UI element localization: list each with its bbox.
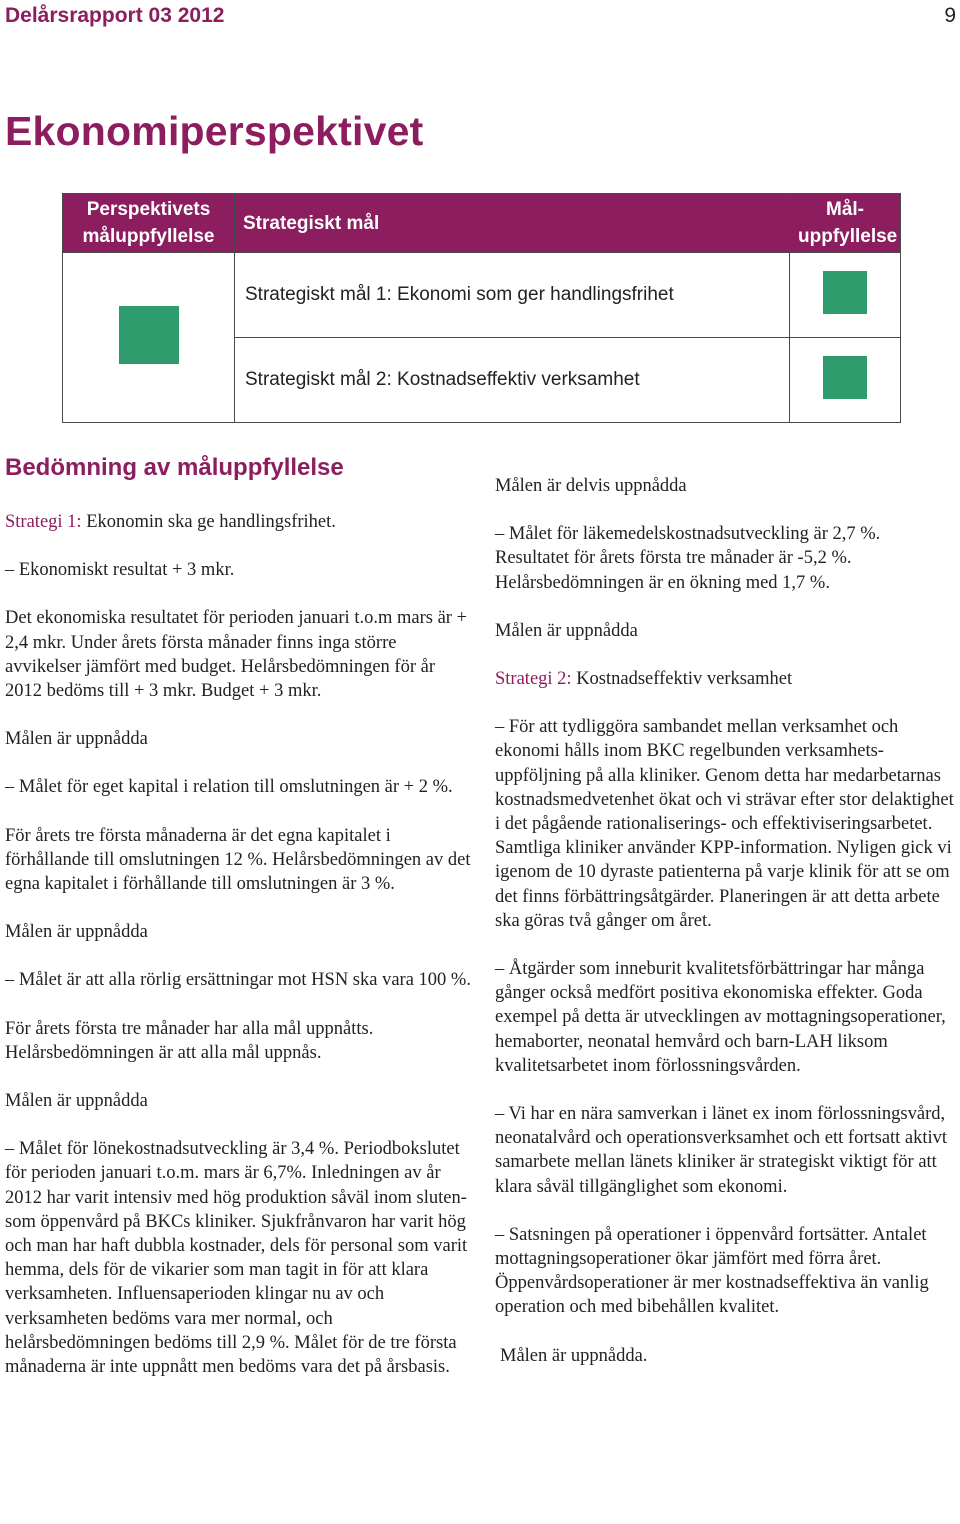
strategy-2-line xyxy=(495,667,957,691)
page-title: Ekonomiperspektivet xyxy=(5,108,424,154)
paragraph: Målen är uppnådda xyxy=(5,729,148,750)
section-heading: Bedömning av måluppfyllelse xyxy=(5,454,344,481)
paragraph: – Åtgärder som inneburit kvalitetsförbättringar har många gånger också medfört positiva ekonomiska effekter. Goda exempel på detta är utvecklingen av mottagningsoperationer, hemaborter, neonatal hemvård och barn-LAH liksom kvalitetsarbetet inom förlossningsvården. xyxy=(495,959,946,1076)
paragraph: – För att tydliggöra sambandet mellan verksamhet och ekonomi hålls inom BKC regelbunden verksamhets-uppföljning på alla kliniker. Genom detta har medarbetarnas kostnadsmedvetenhet ökat och vi strävar efter stor delaktighet i det pågående rationaliserings- och effektiviseringsarbetet. Samtliga kliniker använder KPP-information. Nyligen gick vi igenom de 10 dyraste patienterna på varje klinik för att se om det finns förbättringsåtgärder. Planeringen är att detta arbete ska göras två gånger om året. xyxy=(495,717,954,931)
left-column xyxy=(5,510,475,1403)
paragraph: – Målet för läkemedelskostnadsutveckling är 2,7 %. Resultatet för årets första tre månader är -5,2 %. Helårsbedömningen är en ökning med 1,7 %. xyxy=(495,524,881,593)
paragraph: Målen är uppnådda xyxy=(5,1091,148,1112)
right-column xyxy=(495,474,957,1392)
header-goal: Strategiskt mål xyxy=(235,194,790,253)
goal-1-status-cell xyxy=(790,253,901,338)
goal-2-status-cell xyxy=(790,338,901,423)
paragraph: För årets första tre månader har alla mål uppnåtts. Helårsbedömningen är att alla mål uppnås. xyxy=(5,1018,374,1063)
report-title: Delårsrapport 03 2012 xyxy=(5,4,225,27)
paragraph: Målen är delvis uppnådda xyxy=(495,476,687,496)
strategy-1-text: Ekonomin ska ge handlingsfrihet. xyxy=(81,512,336,532)
paragraph: – Ekonomiskt resultat + 3 mkr. xyxy=(5,560,235,581)
paragraph: Det ekonomiska resultatet för perioden januari t.o.m mars är + 2,4 mkr. Under årets första månader finns inga större avvikelser jämfört med budget. Helårsbedömningen för år 2012 bedöms till + 3 mkr. Budget + 3 mkr. xyxy=(5,608,467,702)
paragraph: Målen är uppnådda xyxy=(495,620,638,641)
header-fulfillment: Mål-uppfyllelse xyxy=(790,194,901,253)
perspective-status-cell xyxy=(63,253,235,423)
strategy-1-line xyxy=(5,510,475,534)
strategy-2-prefix: Strategi 2: xyxy=(495,669,572,690)
page-number: 9 xyxy=(944,4,956,27)
paragraph: Målen är uppnådda xyxy=(5,922,148,943)
goal-1-cell: Strategiskt mål 1: Ekonomi som ger handlingsfrihet xyxy=(235,253,790,338)
paragraph: – Målet för eget kapital i relation till omslutningen är + 2 %. xyxy=(5,777,453,798)
goal-1-status-indicator xyxy=(823,271,867,314)
paragraph: Målen är uppnådda. xyxy=(500,1345,648,1366)
table-row xyxy=(63,253,901,338)
paragraph: – Målet är att alla rörlig ersättningar mot HSN ska vara 100 %. xyxy=(5,970,471,991)
goal-2-status-indicator xyxy=(823,356,867,399)
goal-2-cell: Strategiskt mål 2: Kostnadseffektiv verksamhet xyxy=(235,338,790,423)
goal-table xyxy=(62,193,901,423)
paragraph: – Målet för lönekostnadsutveckling är 3,4 %. Periodbokslutet för perioden januari t.o.m. mars är 6,7%. Inledningen av år 2012 har varit intensiv med hög produktion såväl inom sluten- som öppenvård på BKCs kliniker. Sjukfrånvaron har varit hög och man har haft dubbla kostnader, dels för personal som varit hemma, dels för de vikarier som man tagit in för att klara verksamheten. Influensaperioden klingar nu av och verksamheten bedöms vara mer normal, och helårsbedömningen bedöms till 2,9 %. Målet för de tre första månaderna är inte uppnått men bedöms vara det på årsbasis. xyxy=(5,1139,468,1378)
paragraph: För årets tre första månaderna är det egna kapitalet i förhållande till omslutningen 12 %. Helårsbedömningen av det egna kapitalet i förhållande till omslutningen är 3 %. xyxy=(5,825,471,895)
paragraph: – Vi har en nära samverkan i länet ex inom förlossningsvård, neonatalvård och operationsverksamhet och ett fortsatt aktivt samarbete mellan länets kliniker är strategiskt viktigt för att klara såväl tillgänglighet som ekonomi. xyxy=(495,1104,948,1197)
strategy-1-prefix: Strategi 1: xyxy=(5,512,82,532)
paragraph: – Satsningen på operationer i öppenvård fortsätter. Antalet mottagningsoperationer ökar jämfört med förra året. Öppenvårdsoperationer är mer kostnadseffektiva än vanlig operation och med bibehållen kvalitet. xyxy=(495,1224,929,1318)
header-perspective: Perspektivets måluppfyllelse xyxy=(63,194,235,253)
table-header-row xyxy=(63,194,901,253)
perspective-status-indicator xyxy=(119,306,179,364)
strategy-2-text: Kostnadseffektiv verksamhet xyxy=(571,669,793,690)
